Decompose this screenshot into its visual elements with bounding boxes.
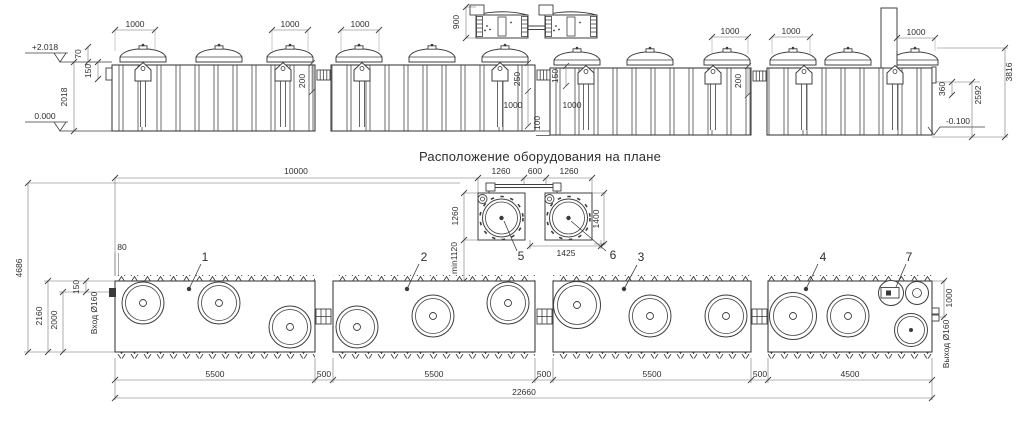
dim-1000-e: 1000 xyxy=(781,26,801,36)
elevation-right-dims xyxy=(932,45,1014,140)
dome xyxy=(196,44,242,62)
dim-150-plan: 150 xyxy=(71,279,81,295)
plan-unit-5 xyxy=(478,193,525,240)
label-unit-6: 6 xyxy=(609,248,617,262)
manhole xyxy=(269,306,311,348)
plan-title: Расположение оборудования на плане xyxy=(418,149,662,164)
dim-1260-v: 1260 xyxy=(450,206,460,226)
dim-200-b: 200 xyxy=(733,73,743,89)
dim-1000-b: 1000 xyxy=(280,19,300,29)
dim-70: 70 xyxy=(73,49,83,59)
dim-2000: 2000 xyxy=(49,310,59,330)
plan-tank-4 xyxy=(768,275,939,359)
elevation-tank-1 xyxy=(106,44,315,131)
dim-1000-d: 1000 xyxy=(720,26,740,36)
level-value: 0.000 xyxy=(34,111,56,121)
dim-200-a: 200 xyxy=(297,73,307,89)
pipe-connector xyxy=(317,70,330,80)
dim-900: 900 xyxy=(451,14,461,30)
plan-left-dims xyxy=(14,180,127,355)
plan-bottom-dims xyxy=(112,358,935,401)
dim-500-c: 500 xyxy=(752,369,768,379)
plan-connector xyxy=(316,309,331,324)
level-value: +2.018 xyxy=(31,42,59,52)
label-unit-5: 5 xyxy=(517,249,525,263)
blower-units xyxy=(470,5,597,38)
dim-4686: 4686 xyxy=(14,258,24,278)
plan-view xyxy=(14,149,954,401)
dim-1000-f: 1000 xyxy=(906,27,926,37)
elevation-tank-2 xyxy=(331,44,535,131)
dim-5500-b: 5500 xyxy=(424,369,444,379)
small-hatch xyxy=(906,282,929,305)
manhole xyxy=(198,282,240,324)
label-tank-4: 4 xyxy=(819,250,827,264)
dim-80: 80 xyxy=(117,242,127,252)
label-unit-7: 7 xyxy=(905,250,913,264)
dome xyxy=(120,44,166,62)
level-mark-top xyxy=(25,42,112,62)
dim-1000-a: 1000 xyxy=(125,19,145,29)
plan-right-dims xyxy=(932,278,954,368)
dim-1400: 1400 xyxy=(591,209,601,229)
plan-connector xyxy=(537,309,552,324)
plan-tank-3 xyxy=(553,275,751,359)
dim-250: 250 xyxy=(512,71,522,87)
dim-1000-h: 1000 xyxy=(562,100,582,110)
dim-3816: 3816 xyxy=(1004,62,1014,82)
label-tank-2: 2 xyxy=(420,250,428,264)
dim-150-elev: 150 xyxy=(83,63,93,79)
dim-1260-b: 1260 xyxy=(559,166,579,176)
dim-1000-c: 1000 xyxy=(350,19,370,29)
dim-min1120: min1120 xyxy=(449,242,459,274)
outlet-label: Выход Ø160 xyxy=(941,319,951,369)
dome xyxy=(267,44,313,62)
dim-1000-g: 1000 xyxy=(503,100,523,110)
label-tank-3: 3 xyxy=(637,250,645,264)
inlet-stub xyxy=(106,68,112,80)
dim-10000: 10000 xyxy=(284,166,308,176)
dim-22660: 22660 xyxy=(512,387,536,397)
manhole xyxy=(122,282,164,324)
plan-connector xyxy=(752,309,767,324)
dim-1000-right: 1000 xyxy=(944,288,954,308)
plan-tank-1 xyxy=(109,275,315,359)
dim-2592: 2592 xyxy=(973,85,983,105)
control-unit-7 xyxy=(879,281,904,306)
inlet-label: Вход Ø160 xyxy=(89,291,99,335)
dim-2018: 2018 xyxy=(59,87,69,107)
plan-tank-2 xyxy=(333,275,535,359)
dim-1260-a: 1260 xyxy=(491,166,511,176)
pipe-connector xyxy=(753,71,766,81)
dim-4500: 4500 xyxy=(840,369,860,379)
dim-500-b: 500 xyxy=(536,369,552,379)
pipe-connector xyxy=(537,70,550,80)
inlet-pipe xyxy=(109,288,116,297)
dim-2160: 2160 xyxy=(34,306,44,326)
level-mark-zero xyxy=(25,111,112,131)
dim-500-a: 500 xyxy=(316,369,332,379)
dim-100: 100 xyxy=(532,115,542,131)
level-mark-below xyxy=(928,116,985,135)
elevation-view xyxy=(25,4,1014,140)
dim-150-b: 150 xyxy=(550,68,560,84)
outlet-pipe xyxy=(932,308,939,314)
level-value: -0.100 xyxy=(945,116,971,126)
dim-1425: 1425 xyxy=(556,248,576,258)
dim-600: 600 xyxy=(527,166,543,176)
dim-5500-c: 5500 xyxy=(642,369,662,379)
vent-pipe xyxy=(881,8,897,68)
elevation-tank-3 xyxy=(550,47,751,135)
outlet-stub xyxy=(932,67,936,83)
dim-360: 360 xyxy=(937,81,947,97)
dim-5500-a: 5500 xyxy=(205,369,225,379)
label-tank-1: 1 xyxy=(201,250,209,264)
plan-equipment-units xyxy=(478,183,592,240)
